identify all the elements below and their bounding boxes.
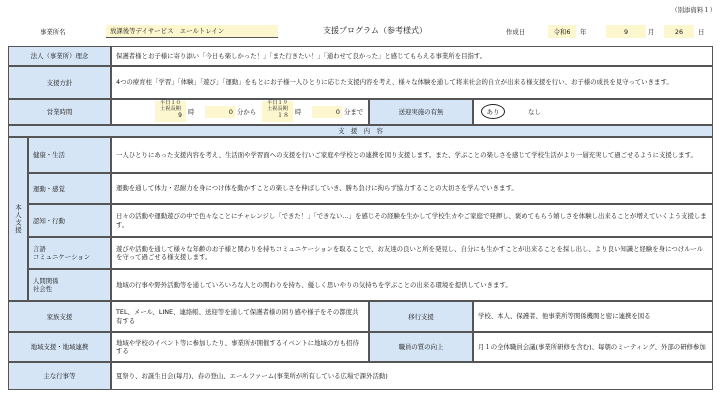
events-label: 主な行事等: [8, 362, 111, 390]
personal-support-text: 本人支援: [14, 204, 22, 234]
transport-no: なし: [528, 108, 541, 116]
staff-quality-text: 月１の全体職員会議(事業所研修を含む)、毎朝のミーティング、外部の研修参加: [473, 332, 713, 362]
page-title: 支援プログラム（参考様式）: [323, 26, 427, 35]
transport-cell: [473, 99, 713, 125]
policy-label: 支援方針: [8, 66, 111, 99]
close-minute: 0: [312, 106, 342, 118]
personal-support-label: [8, 137, 28, 301]
close-note-holiday: 土祝長期: [267, 105, 288, 112]
staff-quality-label: 職員の質の向上: [369, 332, 473, 362]
transition-support-text: 学校、本人、保護者、他事業所等関係機関と密に連携を図る: [473, 301, 713, 332]
events-text: 夏祭り、お誕生日会(毎月)、春の登山、エールファーム(事業所が所有している広場で課外活動): [111, 362, 713, 390]
transport-label: 送迎実施の有無: [369, 99, 473, 125]
philosophy-text: 保護者様とお子様に寄り添い「今日も楽しかった！」「また行きたい！」「通わせて良かった」と感じてもらえる事業所を目指す。: [111, 46, 713, 66]
open-note-holiday: 土祝長期: [160, 105, 181, 112]
transition-support-label: 移行支援: [369, 301, 473, 332]
philosophy-label: 法人（事業所）理念: [8, 46, 111, 66]
open-minute: 0: [205, 106, 235, 118]
close-hour: １８: [276, 111, 289, 119]
office-name: 放課後等デイサービス エールトレイン: [106, 25, 278, 38]
date-day: 26: [664, 25, 694, 38]
open-hour: 9: [178, 111, 182, 119]
from-label: 分から: [237, 108, 257, 116]
area-relationships-sociality: 人間関係 社会性: [28, 269, 111, 301]
area-motor-sensory: 運動・感覚: [28, 173, 111, 204]
open-note-weekday: 平日１０: [160, 100, 181, 106]
community-support-text: 地域や学校のイベント等に参加したり、事業所が開催するイベントに地域の方も招待する: [111, 332, 369, 362]
until-label: 分まで: [344, 108, 364, 116]
hours-label: 営業時間: [8, 99, 111, 125]
community-support-label: 地域支援・地域連携: [8, 332, 111, 362]
support-motor-sensory: 運動を通して体力・忍耐力を身につけ体を動かすことの楽しさを伸ばしていき、勝ち負けに拘らず協力することの大切さを学んでいきます。: [111, 173, 713, 204]
family-support-label: 家族支援: [8, 301, 111, 332]
open-hour-unit: 時: [188, 108, 195, 116]
close-hour-unit: 時: [295, 108, 302, 116]
month-unit: 月: [648, 27, 655, 36]
date-era: 令和6: [548, 25, 576, 38]
area-language-communication: 言語 コミュニケーション: [28, 237, 111, 269]
support-cognition-behavior: 日々の活動や運動遊びの中で色々なことにチャレンジし「できた！」「できない…」を感じその経験を生かして学校生カやご家庭で発揮し、褒めてもらう嬉しさを体験し出来ることが増えていくよう支援します。: [111, 204, 713, 237]
support-header: 支 援 内 容: [8, 125, 713, 137]
office-label: 事業所名: [40, 27, 66, 36]
area-health-life: 健康・生活: [28, 137, 111, 173]
area-cognition-behavior: 認知・行動: [28, 204, 111, 237]
support-health-life: 一人ひとりにあった支援内容を考え、生活面や学習面への支援を行いご家庭や学校との連携を図り支援します。また、学ぶことの楽しさを感じて学校生活がより一層充実して過ごせるように支援します。: [111, 137, 713, 173]
close-hour-box: [262, 101, 293, 122]
date-label: 作成日: [506, 27, 526, 36]
date-month: 9: [606, 25, 646, 38]
day-unit: 日: [698, 27, 705, 36]
transport-yes-circled: あり: [481, 104, 505, 119]
year-unit: 年: [580, 27, 587, 36]
policy-text: 4つの療育柱「学習」「体験」「遊び」「運動」をもとにお子様一人ひとりに応じた支援内容を考え、様々な体験を通して将来社会的自立が出来る様支援を行い、お子様の成長を見守っていきます。: [111, 66, 713, 99]
support-relationships-sociality: 地域の行事や野外活動等を通していろいろな人との関わりを持ち、優しく思いやりの気持ちを学ぶことの出来る環境を提供していきます。: [111, 269, 713, 301]
close-note-weekday: 平日１９: [267, 100, 288, 106]
open-hour-box: [155, 101, 186, 122]
family-support-text: TEL、メール、LINE、連絡帳、送迎等を通して保護者様の困り感や様子をその都度共有する: [111, 301, 369, 332]
appendix-note: （別添資料１）: [671, 6, 716, 14]
support-language-communication: 遊びや活動を通して様々な年齢のお子様と関わりを持ちコミュニケーションを取ることで、お友達の良いと所を発見し、自分にも生かすことが出来ることを採し出し、より良い知識と経験を身につけルールを守って過ごせる様支援します。: [111, 237, 713, 269]
